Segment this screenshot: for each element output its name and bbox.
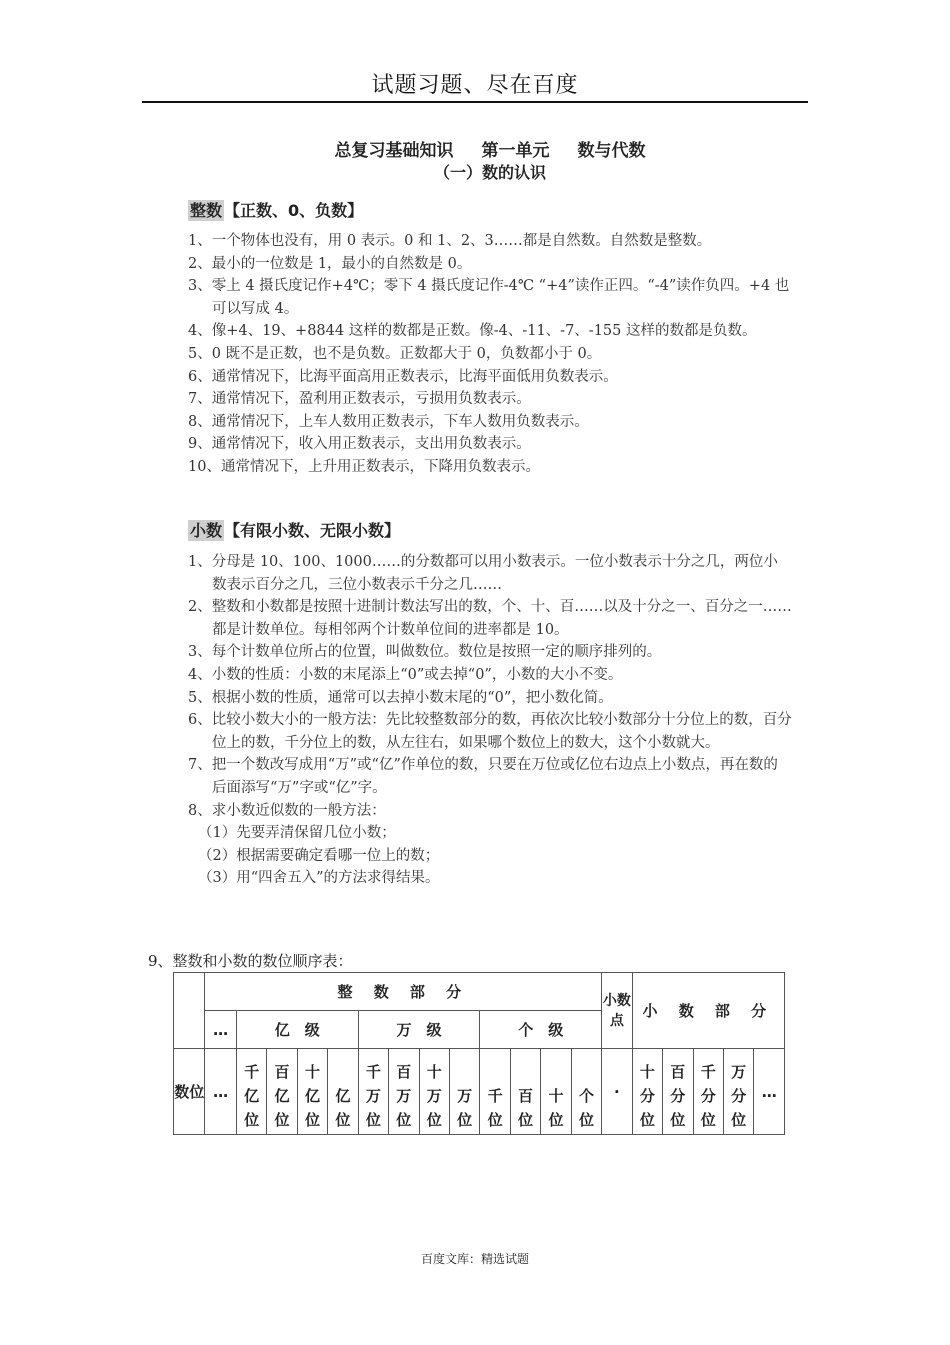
ellipsis-cell: … <box>205 1011 236 1049</box>
list-item: 7、通常情况下，盈利用正数表示，亏损用负数表示。 <box>188 391 531 408</box>
place-cell: 十 位 <box>541 1049 571 1135</box>
list-item: 2、整数和小数都是按照十进制计数法写出的数，个、十、百……以及十分之一、百分之一……都是计数单位。每相邻两个计数单位间的进率都是 10。 <box>188 599 792 638</box>
section-tag: 小数 <box>190 521 223 540</box>
place-cell: 千 亿 位 <box>236 1049 266 1135</box>
section-heading-decimals <box>188 518 400 541</box>
list-item: 9、通常情况下，收入用正数表示，支出用负数表示。 <box>188 436 531 453</box>
integer-list <box>188 230 792 479</box>
integer-part-header: 整 数 部 分 <box>205 973 602 1011</box>
list-item: 6、比较小数大小的一般方法：先比较整数部分的数，再依次比较小数部分十分位上的数，百分位上的数，千分位上的数，从左往右，如果哪个数位上的数大，这个小数就大。 <box>188 712 792 751</box>
decimal-point-cell: · <box>602 1049 632 1135</box>
place-cell: 万 位 <box>449 1049 479 1135</box>
list-item: 10、通常情况下，上升用正数表示，下降用负数表示。 <box>188 458 540 475</box>
section-heading-integers <box>188 198 363 221</box>
list-subitem: （1）先要弄清保留几位小数； <box>198 825 396 842</box>
list-item: 4、小数的性质：小数的末尾添上“0”或去掉“0”，小数的大小不变。 <box>188 666 623 683</box>
list-item: 3、零上 4 摄氏度记作+4℃；零下 4 摄氏度记作-4℃ “+4”读作正四。“-4”读作负四。+4 也可以写成 4。 <box>188 278 790 317</box>
place-cell: 千 万 位 <box>358 1049 388 1135</box>
place-cell: 千 位 <box>480 1049 510 1135</box>
ellipsis-cell: … <box>754 1049 785 1135</box>
place-cell: 个 位 <box>571 1049 601 1135</box>
list-item: 1、分母是 10、100、1000……的分数都可以用小数表示。一位小数表示十分之几，两位小数表示百分之几，三位小数表示千分之几…… <box>188 554 778 593</box>
header-divider <box>142 101 808 103</box>
document-subtitle: （一）数的认识 <box>433 163 546 182</box>
place-cell: 百 万 位 <box>389 1049 419 1135</box>
document-title <box>300 136 680 161</box>
list-subitem: （3）用“四舍五入”的方法求得结果。 <box>198 870 440 887</box>
list-item: 4、像+4、19、+8844 这样的数都是正数。像-4、-11、-7、-155 这样的数都是负数。 <box>188 323 757 340</box>
page-header: 试题习题、尽在百度 <box>371 73 579 98</box>
place-cell: 亿 位 <box>328 1049 358 1135</box>
decimal-list <box>188 551 792 890</box>
place-cell: 百 亿 位 <box>267 1049 297 1135</box>
class-wan: 万 级 <box>358 1011 480 1049</box>
place-cell: 十 亿 位 <box>297 1049 327 1135</box>
title-part: 第一单元 <box>481 141 550 161</box>
list-item: 5、0 既不是正数，也不是负数。正数都大于 0，负数都小于 0。 <box>188 345 602 362</box>
decimal-part-header: 小 数 部 分 <box>632 973 784 1049</box>
ellipsis-cell: … <box>205 1049 236 1135</box>
list-item: 5、根据小数的性质，通常可以去掉小数末尾的“0”，把小数化简。 <box>188 689 613 706</box>
list-item: 1、一个物体也没有，用 0 表示。0 和 1、2、3……都是自然数。自然数是整数。 <box>188 233 712 249</box>
decimal-place-cell: 千 分 位 <box>693 1049 723 1135</box>
decimal-point-header: 小数点 <box>602 973 632 1049</box>
list-item: 3、每个计数单位所占的位置，叫做数位。数位是按照一定的顺序排列的。 <box>188 644 662 661</box>
list-subitem: （2）根据需要确定看哪一位上的数； <box>198 847 440 864</box>
section-subtitle: 【正数、0、负数】 <box>224 201 364 220</box>
section-subtitle: 【有限小数、无限小数】 <box>224 521 401 540</box>
title-part: 总复习基础知识 <box>334 141 454 161</box>
decimal-place-cell: 十 分 位 <box>632 1049 662 1135</box>
place-cell: 十 万 位 <box>419 1049 449 1135</box>
class-yi: 亿 级 <box>236 1011 358 1049</box>
place-value-table <box>173 972 785 1135</box>
list-item: 8、通常情况下，上车人数用正数表示，下车人数用负数表示。 <box>188 413 589 430</box>
decimal-place-cell: 万 分 位 <box>723 1049 753 1135</box>
page-footer: 百度文库：精选试题 <box>420 1252 529 1266</box>
list-item: 7、把一个数改写成用“万”或“亿”作单位的数，只要在万位或亿位右边点上小数点，再在数的后面添写“万”字或“亿”字。 <box>188 757 778 796</box>
row-label-place: 数位 <box>174 1049 205 1135</box>
list-item: 2、最小的一位数是 1，最小的自然数是 0。 <box>188 255 472 272</box>
list-item: 6、通常情况下，比海平面高用正数表示，比海平面低用负数表示。 <box>188 368 618 385</box>
decimal-place-cell: 百 分 位 <box>663 1049 693 1135</box>
table-caption: 9、整数和小数的数位顺序表： <box>148 952 353 970</box>
title-part: 数与代数 <box>577 141 646 161</box>
list-item: 8、求小数近似数的一般方法： <box>188 802 386 819</box>
table-corner-cell <box>174 973 205 1049</box>
section-tag: 整数 <box>190 201 223 220</box>
class-ge: 个 级 <box>480 1011 602 1049</box>
place-cell: 百 位 <box>510 1049 540 1135</box>
